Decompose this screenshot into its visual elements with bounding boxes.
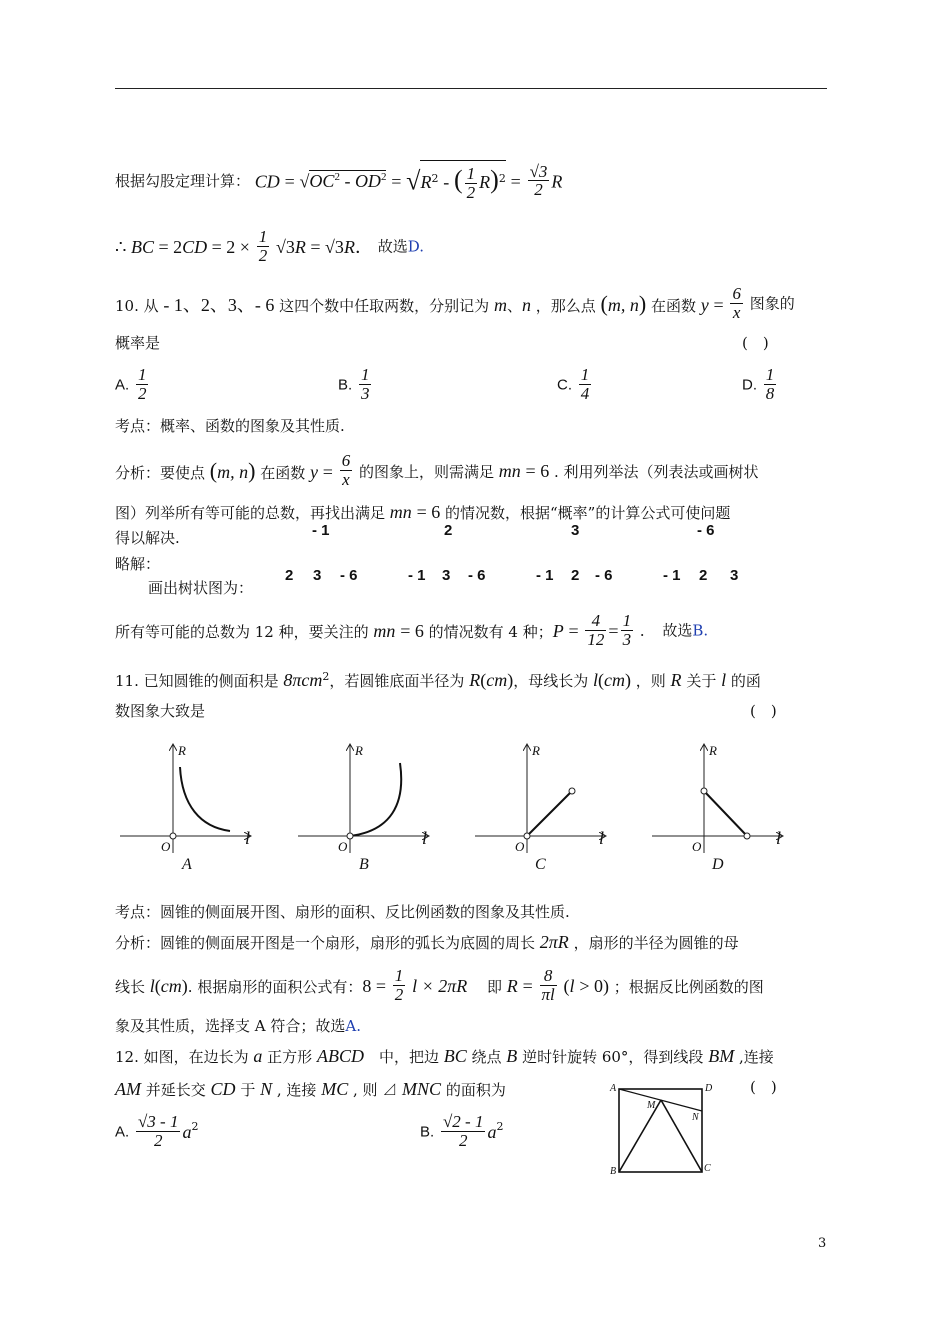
- q11-graphs: [110, 735, 830, 875]
- bc-line: ∴ BC = 2CD = 2 × $\frac{1}{2}$ √3R = √3R． 故选D.: [115, 227, 424, 265]
- graph-d-label: D: [712, 856, 724, 873]
- q11-stem: 11. 已知圆锥的侧面积是 8πcm$^2$，若圆锥底面半径为 R(cm)，母线长为 l(cm) ，则 R 关于 l 的函: [115, 670, 761, 690]
- tree-leaf: - 6: [340, 567, 358, 584]
- origin-label: O: [692, 839, 702, 854]
- q12-stem: 12. 如图，在边长为 a 正方形 ABCD 中，把边 BC 绕点 B 逆时针旋转 60°，得到线段 BM ,连接: [115, 1046, 774, 1066]
- origin-label: O: [338, 839, 348, 854]
- q10-option-d[interactable]: D. $\frac{1}{8}$: [742, 365, 775, 403]
- q10-tree-label: 画出树状图为：: [148, 579, 254, 597]
- fig-label-n: N: [692, 1112, 699, 1123]
- q12-square-figure: [605, 1082, 720, 1182]
- tree-leaf: - 1: [663, 567, 681, 584]
- q10-stem2: 概率是: [115, 334, 161, 352]
- tree-top-3: 3: [571, 522, 580, 539]
- axis-r-label: R: [709, 743, 717, 758]
- tree-leaf: 2: [571, 567, 580, 584]
- q10-option-c[interactable]: C. $\frac{1}{4}$: [557, 365, 590, 403]
- graph-b[interactable]: [298, 745, 428, 853]
- tree-leaf: - 1: [536, 567, 554, 584]
- q11-fenxi3: 象及其性质，选择支 A 符合；故选A.: [115, 1017, 361, 1035]
- answer-b: B.: [692, 621, 709, 640]
- fig-label-m: M: [647, 1100, 656, 1111]
- origin-label: O: [515, 839, 525, 854]
- q10-option-b[interactable]: B. $\frac{1}{3}$: [338, 365, 370, 403]
- q10-option-a[interactable]: A. $\frac{1}{2}$: [115, 365, 147, 403]
- q11-fenxi1: 分析：圆锥的侧面展开图是一个扇形，扇形的弧长为底圆的周长 2πR ，扇形的半径为圆锥的母: [115, 932, 739, 952]
- answer-d: D.: [407, 237, 424, 256]
- q10-fenxi3: 得以解决.: [115, 529, 180, 547]
- q10-conclusion: 所有等可能的总数为 12 种，要关注的 mn = 6 的情况数有 4 种；P = $\frac{4}{12}$ = $\frac{1}{3}$ ． 故选B.: [115, 611, 709, 649]
- graph-a[interactable]: [120, 745, 250, 853]
- axis-l-label: l: [422, 828, 428, 848]
- tree-leaf: 3: [313, 567, 322, 584]
- axis-r-label: R: [532, 743, 540, 758]
- q11-paren: ( ): [750, 702, 777, 720]
- fig-label-c: C: [704, 1163, 711, 1174]
- tree-leaf: 3: [730, 567, 739, 584]
- fig-label-b: B: [610, 1166, 617, 1177]
- origin-label: O: [161, 839, 171, 854]
- q12-stem2: AM 并延长交 CD 于 N , 连接 MC , 则 ⊿ MNC 的面积为: [115, 1079, 506, 1099]
- q12-paren: ( ): [750, 1078, 777, 1096]
- graph-c-label: C: [535, 856, 546, 873]
- q10-fenxi2: 图）列举所有等可能的总数，再找出满足 mn = 6 的情况数，根据“概率”的计算公式可使问题: [115, 502, 731, 522]
- axis-l-label: l: [776, 828, 782, 848]
- page-number: 3: [818, 1236, 827, 1251]
- axis-l-label: l: [599, 828, 605, 848]
- axis-r-label: R: [178, 743, 186, 758]
- tree-leaf: - 1: [408, 567, 426, 584]
- axis-r-label: R: [355, 743, 363, 758]
- tree-leaf: 2: [285, 567, 294, 584]
- q10-stem: 10. 从 - 1、2、3、- 6 这四个数中任取两数，分别记为 m、n ，那么点 (m, n) 在函数 y = $\frac{6}{x}$ 图象的: [115, 284, 795, 322]
- pythagoras-line: 根据勾股定理计算： CD = $√OC^2 - OD^2 = √R^2$ - ( $\frac{1}{2}$ R)$^2$ = $\frac{√3}{2}$ R: [115, 161, 563, 202]
- q11-kaodian: 考点：圆锥的侧面展开图、扇形的面积、反比例函数的图象及其性质.: [115, 903, 570, 921]
- fig-label-a: A: [610, 1083, 617, 1094]
- q10-lue: 略解：: [115, 555, 161, 573]
- axis-l-label: l: [245, 828, 251, 848]
- tree-leaf: - 6: [468, 567, 486, 584]
- q11-fenxi2: 线长 l(cm). 根据扇形的面积公式有：8 = $\frac{1}{2}$ l × 2πR 即 R = $\frac{8}{\pi l}$ (l > 0) ；根据反比例函数的图: [115, 966, 764, 1004]
- answer-a: A.: [345, 1017, 361, 1035]
- graph-d[interactable]: [652, 745, 782, 853]
- tree-top-4: - 6: [697, 522, 715, 539]
- q10-fenxi1: 分析：要使点 (m, n) 在函数 y = $\frac{6}{x}$ 的图象上，则需满足 mn = 6 . 利用列举法（列表法或画树状: [115, 451, 759, 489]
- tree-leaf: - 6: [595, 567, 613, 584]
- q12-option-a[interactable]: A. $\frac{√3 - 1}{2}$ $a^2$: [115, 1112, 199, 1150]
- graph-c[interactable]: [475, 745, 605, 853]
- tree-top-1: - 1: [312, 522, 330, 539]
- tree-leaf: 2: [699, 567, 708, 584]
- graph-a-label: A: [182, 856, 192, 873]
- graph-b-label: B: [359, 856, 369, 873]
- tree-leaf: 3: [442, 567, 451, 584]
- header-rule: [115, 88, 827, 89]
- q10-paren: ( ): [742, 334, 769, 352]
- q10-kaodian: 考点：概率、函数的图象及其性质.: [115, 417, 345, 435]
- fig-label-d: D: [705, 1083, 713, 1094]
- q11-stem2: 数图象大致是: [115, 702, 206, 720]
- pythagoras-label: 根据勾股定理计算：: [115, 171, 251, 190]
- q12-option-b[interactable]: B. $\frac{√2 - 1}{2}$ $a^2$: [420, 1112, 504, 1150]
- tree-top-2: 2: [444, 522, 453, 539]
